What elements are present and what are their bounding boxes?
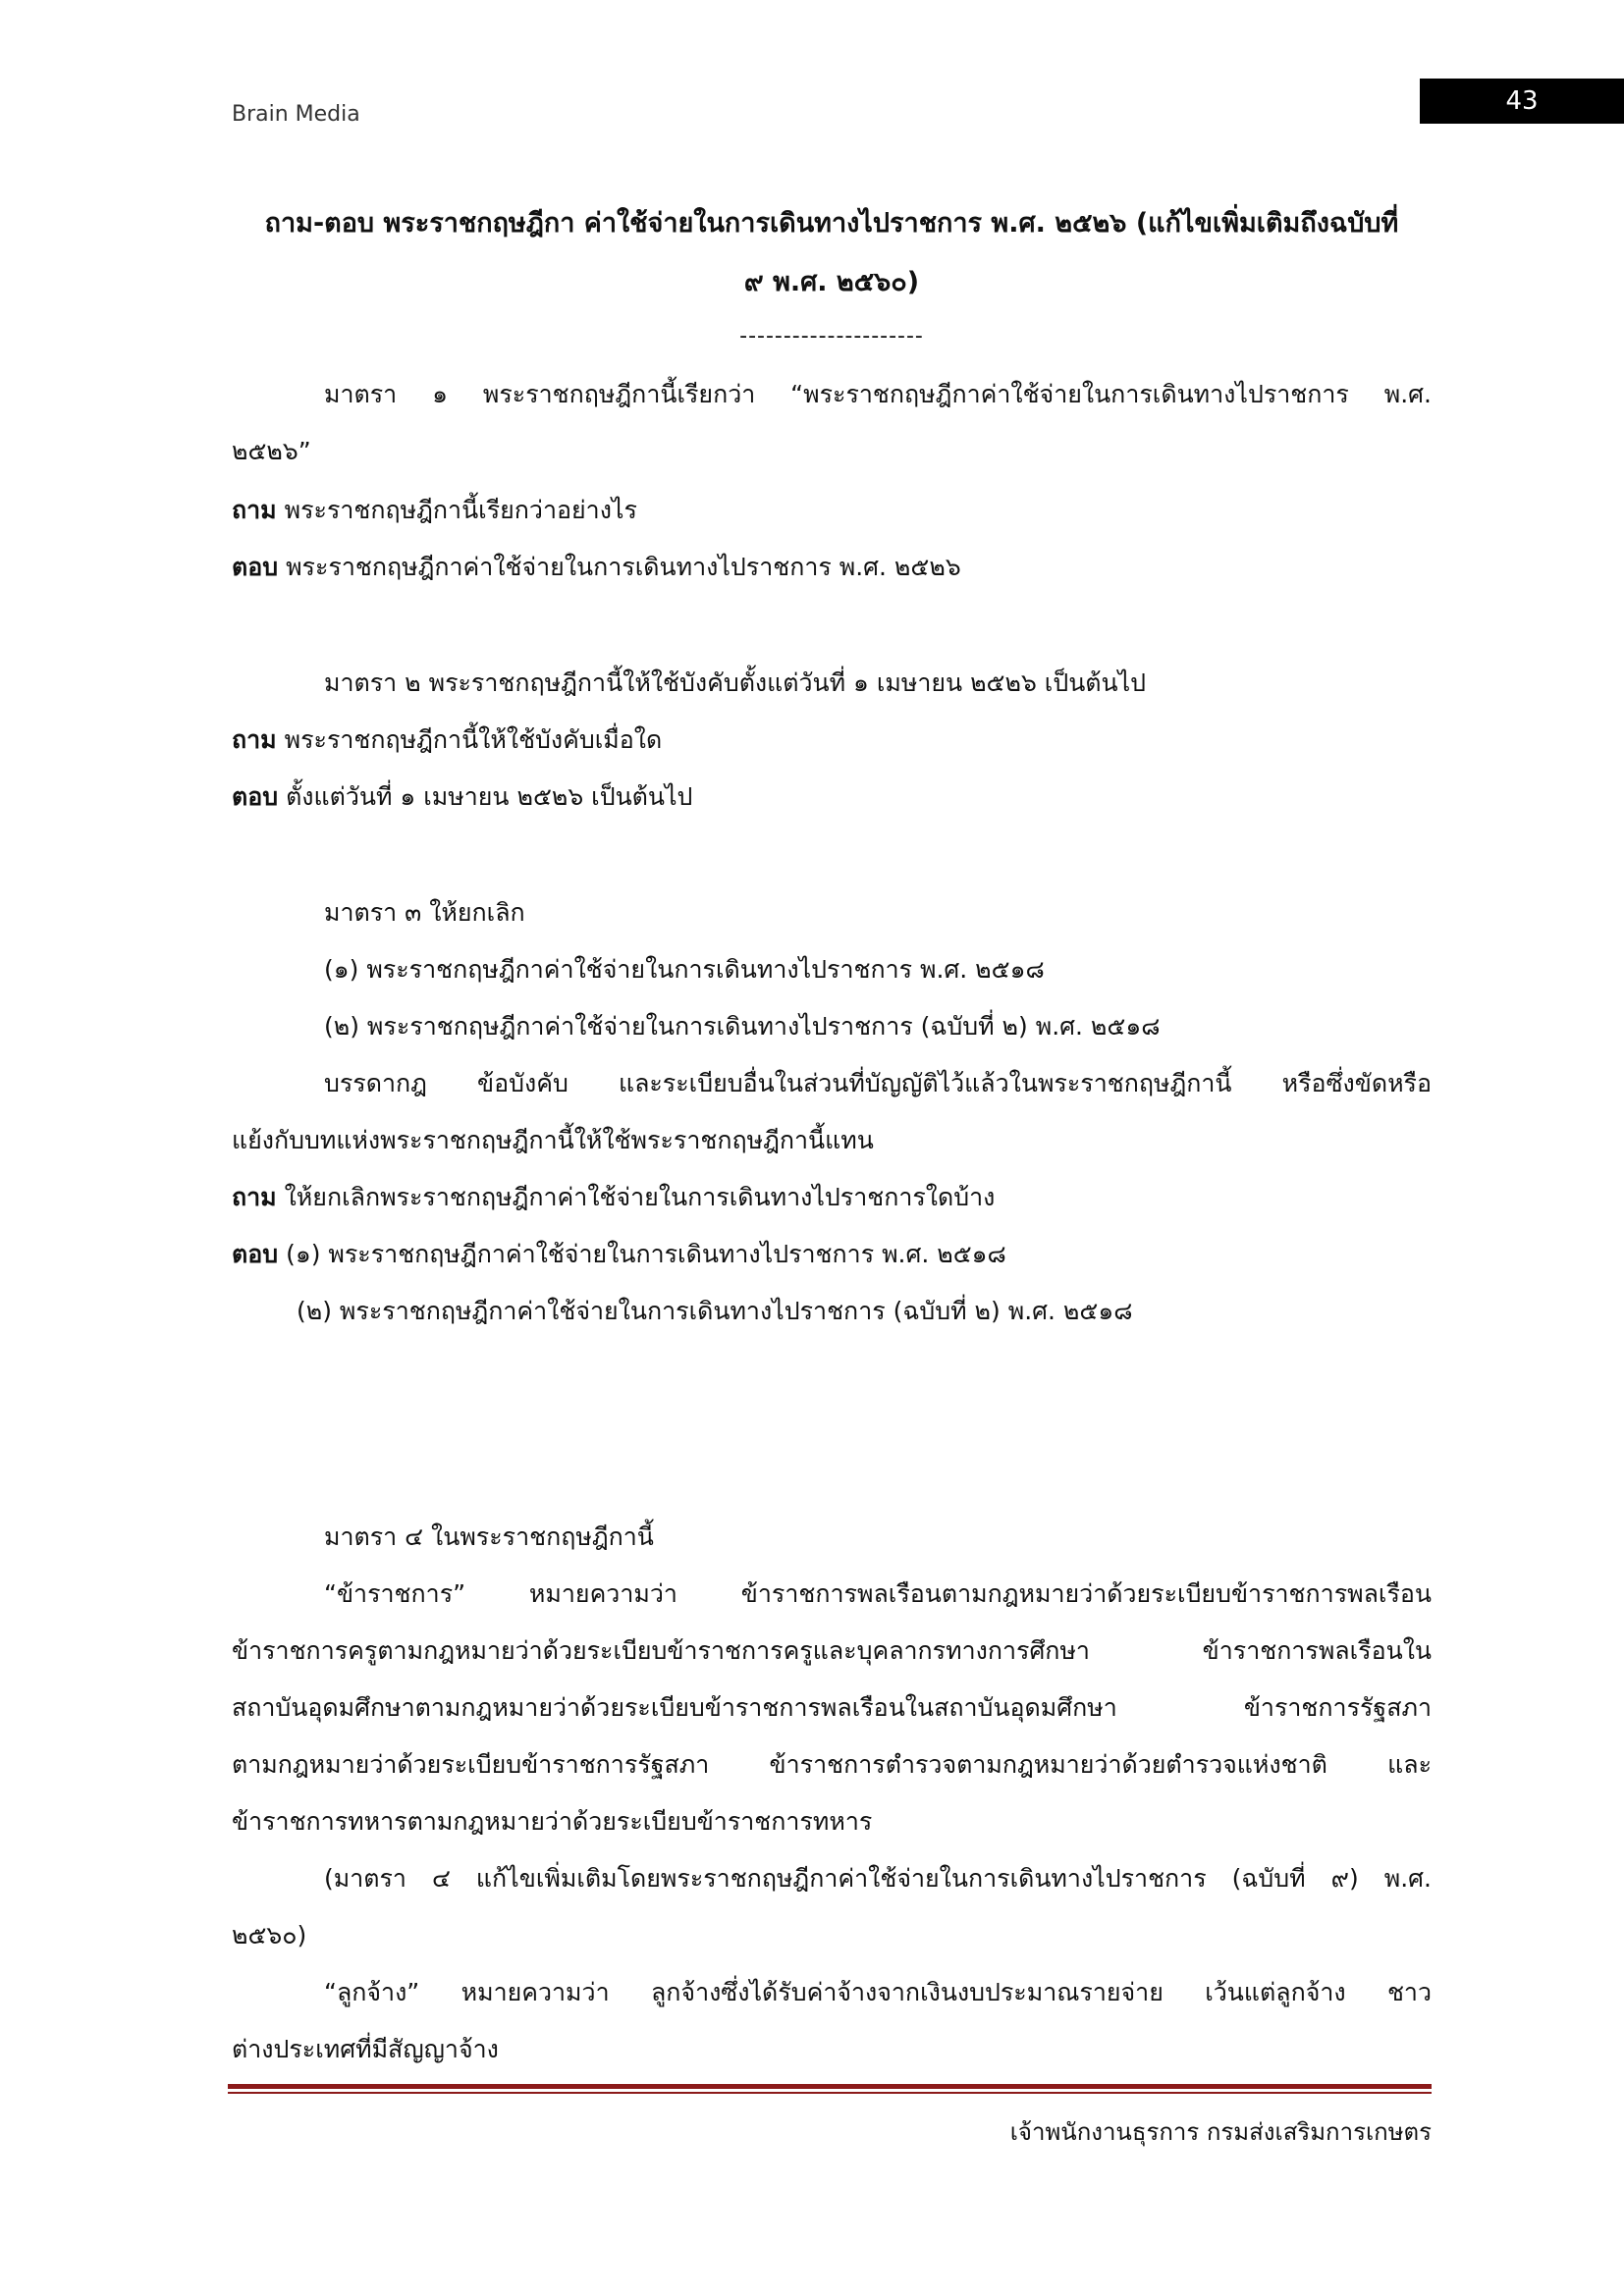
footer-text: เจ้าพนักงานธุรการ กรมส่งเสริมการเกษตร <box>1009 2118 1432 2146</box>
question-label: ถาม <box>232 1183 277 1211</box>
section3-item2: (๒) พระราชกฤษฎีกาค่าใช้จ่ายในการเดินทางไปราชการ (ฉบับที่ ๒) พ.ศ. ๒๕๑๘ <box>324 1012 1161 1041</box>
section1-answer <box>232 548 961 587</box>
section2-text: มาตรา ๒ พระราชกฤษฎีกานี้ให้ใช้บังคับตั้งแต่วันที่ ๑ เมษายน ๒๕๒๖ เป็นต้นไป <box>324 668 1147 697</box>
section4-definition-line2: ข้าราชการครูตามกฎหมายว่าด้วยระเบียบข้าราชการครูและบุคลากรทางการศึกษา ข้าราชการพลเรือนใน <box>232 1636 1432 1665</box>
answer-label: ตอบ <box>232 782 279 811</box>
section3-paragraph-line1: บรรดากฎ ข้อบังคับ และระเบียบอื่นในส่วนที่บัญญัติไว้แล้วในพระราชกฤษฎีกานี้ หรือซึ่งขัดหรือ <box>324 1069 1432 1097</box>
section4-definition-line1: “ข้าราชการ” หมายความว่า ข้าราชการพลเรือนตามกฎหมายว่าด้วยระเบียบข้าราชการพลเรือน <box>324 1579 1432 1608</box>
question-text: พระราชกฤษฎีกานี้ให้ใช้บังคับเมื่อใด <box>276 725 663 754</box>
section3-paragraph-line2: แย้งกับบทแห่งพระราชกฤษฎีกานี้ให้ใช้พระราชกฤษฎีกานี้แทน <box>232 1126 874 1154</box>
section3-text: มาตรา ๓ ให้ยกเลิก <box>324 898 525 927</box>
question-label: ถาม <box>232 725 277 754</box>
footer-divider <box>228 2084 1432 2089</box>
section3-answer <box>232 1235 1006 1274</box>
section4-definition-line5: ข้าราชการทหารตามกฎหมายว่าด้วยระเบียบข้าราชการทหาร <box>232 1807 873 1836</box>
section4-amendment-note-line1: (มาตรา ๔ แก้ไขเพิ่มเติมโดยพระราชกฤษฎีกาค่าใช้จ่ายในการเดินทางไปราชการ (ฉบับที่ ๙) พ.ศ. <box>324 1864 1432 1893</box>
document-title-line1: ถาม-ตอบ พระราชกฤษฎีกา ค่าใช้จ่ายในการเดินทางไปราชการ พ.ศ. ๒๕๒๖ (แก้ไขเพิ่มเติมถึงฉบับที่ <box>264 208 1399 239</box>
answer-text: (๑) พระราชกฤษฎีกาค่าใช้จ่ายในการเดินทางไปราชการ พ.ศ. ๒๕๑๘ <box>278 1240 1006 1268</box>
section1-question <box>232 491 637 530</box>
section1-text-line2: ๒๕๒๖” <box>232 437 311 465</box>
title-separator: --------------------- <box>739 324 924 348</box>
question-text: พระราชกฤษฎีกานี้เรียกว่าอย่างไร <box>276 496 637 524</box>
document-title-line2: ๙ พ.ศ. ๒๕๖๐) <box>743 267 920 297</box>
section4-amendment-note-line2: ๒๕๖๐) <box>232 1921 307 1949</box>
section4-employee-definition-line2: ต่างประเทศที่มีสัญญาจ้าง <box>232 2035 499 2063</box>
section4-definition-line3: สถาบันอุดมศึกษาตามกฎหมายว่าด้วยระเบียบข้าราชการพลเรือนในสถาบันอุดมศึกษา ข้าราชการรัฐสภา <box>232 1693 1432 1722</box>
section1-text-line1: มาตรา ๑ พระราชกฤษฎีกานี้เรียกว่า “พระราชกฤษฎีกาค่าใช้จ่ายในการเดินทางไปราชการ พ.ศ. <box>324 380 1432 408</box>
section4-text: มาตรา ๔ ในพระราชกฤษฎีกานี้ <box>324 1522 654 1551</box>
section4-employee-definition-line1: “ลูกจ้าง” หมายความว่า ลูกจ้างซึ่งได้รับค่าจ้างจากเงินงบประมาณรายจ่าย เว้นแต่ลูกจ้าง ชาว <box>324 1978 1432 2006</box>
section3-item1: (๑) พระราชกฤษฎีกาค่าใช้จ่ายในการเดินทางไปราชการ พ.ศ. ๒๕๑๘ <box>324 955 1045 984</box>
question-label: ถาม <box>232 496 277 524</box>
page-number: 43 <box>1420 79 1624 124</box>
footer-divider-thin <box>228 2092 1432 2094</box>
answer-text: พระราชกฤษฎีกาค่าใช้จ่ายในการเดินทางไปราชการ พ.ศ. ๒๕๒๖ <box>278 553 961 581</box>
answer-label: ตอบ <box>232 553 279 581</box>
section2-question <box>232 721 662 760</box>
section3-question <box>232 1178 995 1217</box>
answer-label: ตอบ <box>232 1240 279 1268</box>
section3-answer-line2: (๒) พระราชกฤษฎีกาค่าใช้จ่ายในการเดินทางไปราชการ (ฉบับที่ ๒) พ.ศ. ๒๕๑๘ <box>297 1297 1133 1325</box>
section4-definition-line4: ตามกฎหมายว่าด้วยระเบียบข้าราชการรัฐสภา ข้าราชการตำรวจตามกฎหมายว่าด้วยตำรวจแห่งชาติ และ <box>232 1750 1432 1779</box>
section2-answer <box>232 777 692 817</box>
header-brand: Brain Media <box>232 102 360 127</box>
question-text: ให้ยกเลิกพระราชกฤษฎีกาค่าใช้จ่ายในการเดินทางไปราชการใดบ้าง <box>276 1183 996 1211</box>
answer-text: ตั้งแต่วันที่ ๑ เมษายน ๒๕๒๖ เป็นต้นไป <box>278 782 693 811</box>
